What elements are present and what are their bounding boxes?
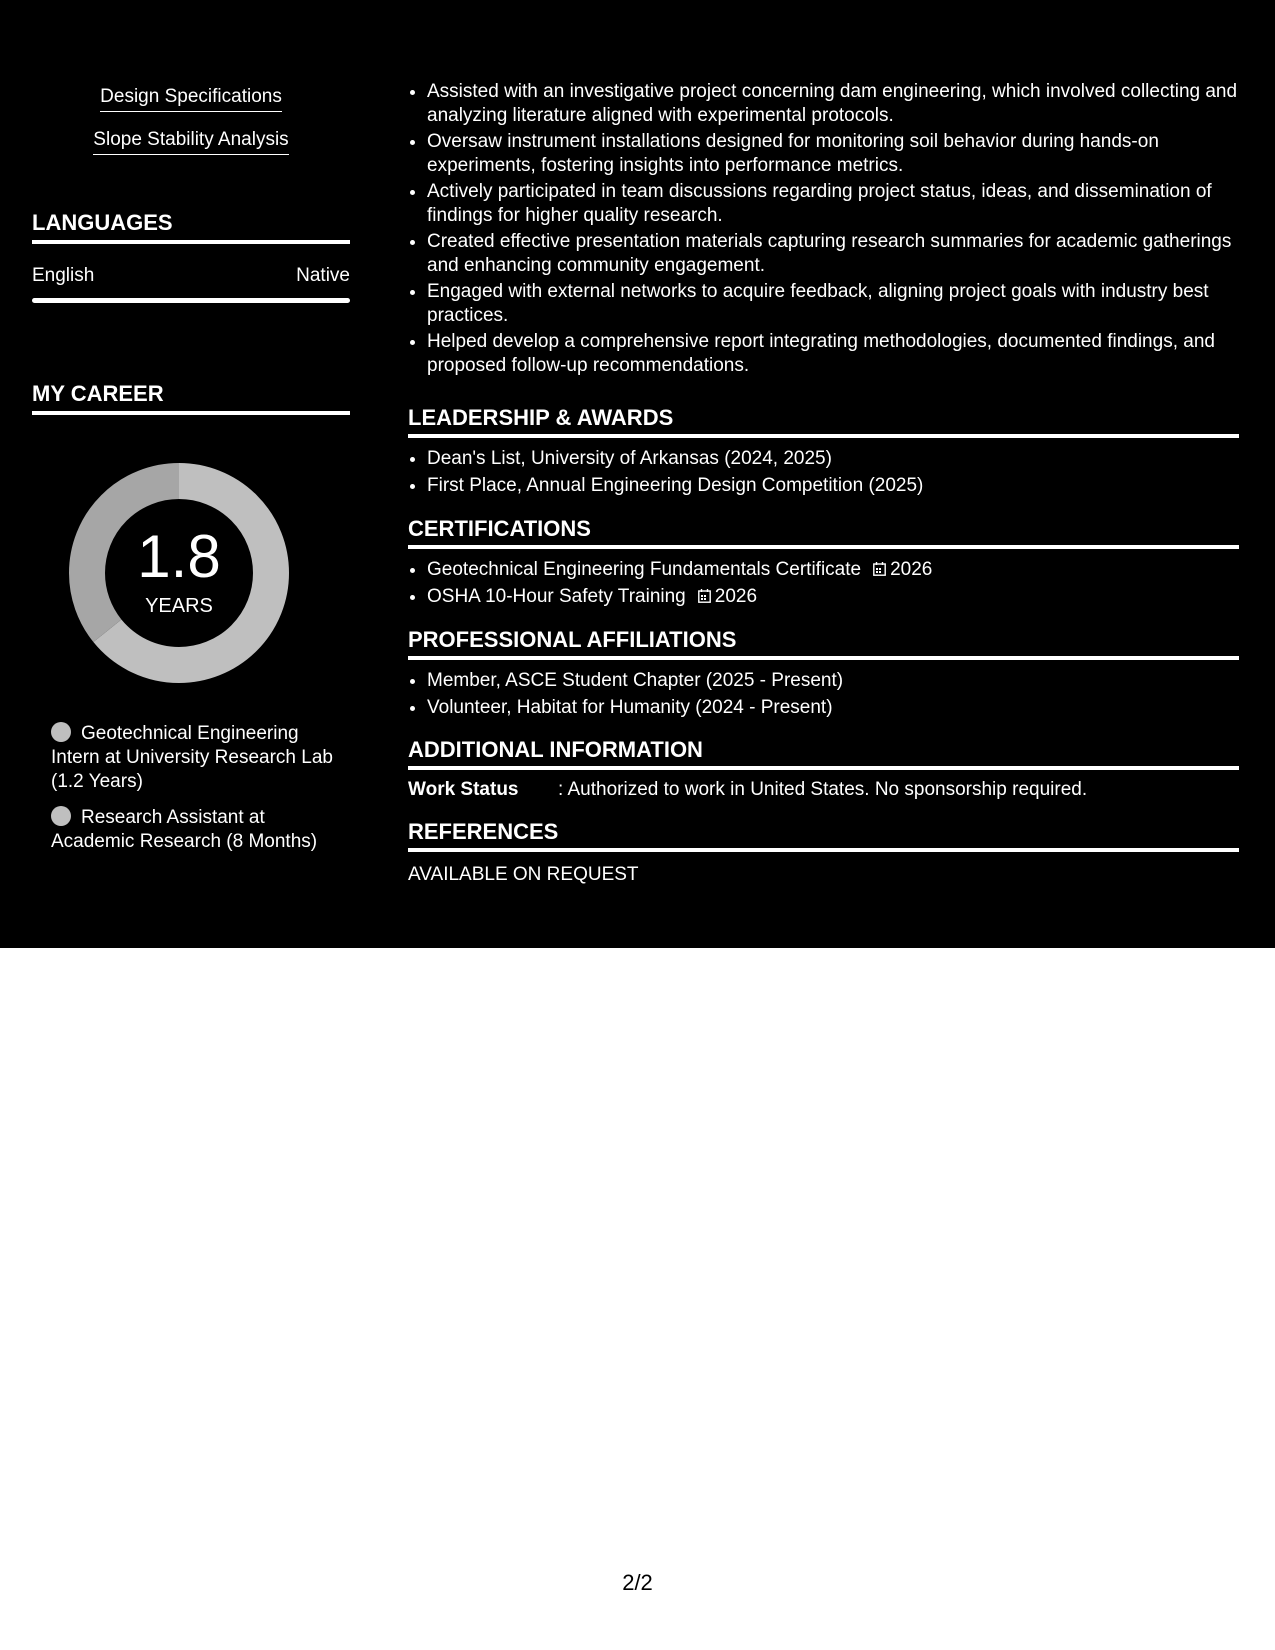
skill-tag: Design Specifications xyxy=(100,86,282,112)
calendar-icon xyxy=(698,589,711,603)
certifications-heading: CERTIFICATIONS xyxy=(408,516,1239,549)
leadership-item: • First Place, Annual Engineering Design Competition (2025) xyxy=(427,474,1258,498)
career-donut-chart xyxy=(67,461,291,685)
certification-name: Geotechnical Engineering Fundamentals Certificate xyxy=(427,559,862,580)
work-status-value: : Authorized to work in United States. No sponsorship required. xyxy=(558,779,1088,800)
affiliations-list xyxy=(408,669,1258,723)
certification-item xyxy=(427,558,1258,582)
calendar-icon xyxy=(873,562,886,576)
languages-heading: LANGUAGES xyxy=(32,210,350,244)
experience-bullet: • Engaged with external networks to acquire feedback, aligning project goals with industry best practices. xyxy=(427,280,1258,328)
legend-item xyxy=(51,806,351,854)
language-level-bar xyxy=(32,298,350,303)
work-status-row xyxy=(408,779,1239,801)
experience-list xyxy=(408,80,1258,380)
certification-year: 2026 xyxy=(890,559,933,580)
legend-label: Research Assistant at Academic Research (8 Months) xyxy=(51,807,318,852)
career-total-value: 1.8 xyxy=(137,523,221,590)
certifications-list xyxy=(408,558,1258,612)
legend-dot-icon xyxy=(51,806,71,826)
experience-bullet: • Actively participated in team discussions regarding project status, ideas, and dissemination of findings for higher quality research. xyxy=(427,180,1258,228)
experience-bullet: • Oversaw instrument installations designed for monitoring soil behavior during hands-on experiments, fostering insights into performance metrics. xyxy=(427,130,1258,178)
page-number: 2/2 xyxy=(622,1570,653,1595)
certification-item xyxy=(427,585,1258,609)
experience-bullet: • Helped develop a comprehensive report integrating methodologies, documented findings, and proposed follow-up recommendations. xyxy=(427,330,1258,378)
references-heading: REFERENCES xyxy=(408,819,1239,852)
legend-item xyxy=(51,722,351,794)
career-total-unit: YEARS xyxy=(145,595,213,617)
sidebar xyxy=(0,0,382,948)
legend-dot-icon xyxy=(51,722,71,742)
career-heading: MY CAREER xyxy=(32,381,350,415)
certification-year: 2026 xyxy=(714,586,758,607)
legend-label: Geotechnical Engineering Intern at University Research Lab (1.2 Years) xyxy=(51,723,333,792)
leadership-item: • Dean's List, University of Arkansas (2024, 2025) xyxy=(427,447,1258,471)
experience-bullet: • Created effective presentation materials capturing research summaries for academic gatherings and enhancing community engagement. xyxy=(427,230,1258,278)
career-legend xyxy=(51,722,351,866)
language-name: English xyxy=(32,265,95,286)
work-status-label: Work Status xyxy=(408,779,519,800)
leadership-list xyxy=(408,447,1258,501)
affiliation-item: • Member, ASCE Student Chapter (2025 - Present) xyxy=(427,669,1258,693)
additional-info-heading: ADDITIONAL INFORMATION xyxy=(408,737,1239,770)
affiliation-item: • Volunteer, Habitat for Humanity (2024 - Present) xyxy=(427,696,1258,720)
language-level: Native xyxy=(296,265,350,286)
skill-tag: Slope Stability Analysis xyxy=(93,129,288,155)
affiliations-heading: PROFESSIONAL AFFILIATIONS xyxy=(408,627,1239,660)
leadership-heading: LEADERSHIP & AWARDS xyxy=(408,405,1239,438)
skill-tags xyxy=(32,86,350,172)
certification-name: OSHA 10-Hour Safety Training xyxy=(427,586,686,607)
references-text: AVAILABLE ON REQUEST xyxy=(408,864,639,885)
language-row xyxy=(32,265,350,287)
experience-bullet: • Assisted with an investigative project concerning dam engineering, which involved collecting and analyzing literature aligned with experimental protocols. xyxy=(427,80,1258,128)
